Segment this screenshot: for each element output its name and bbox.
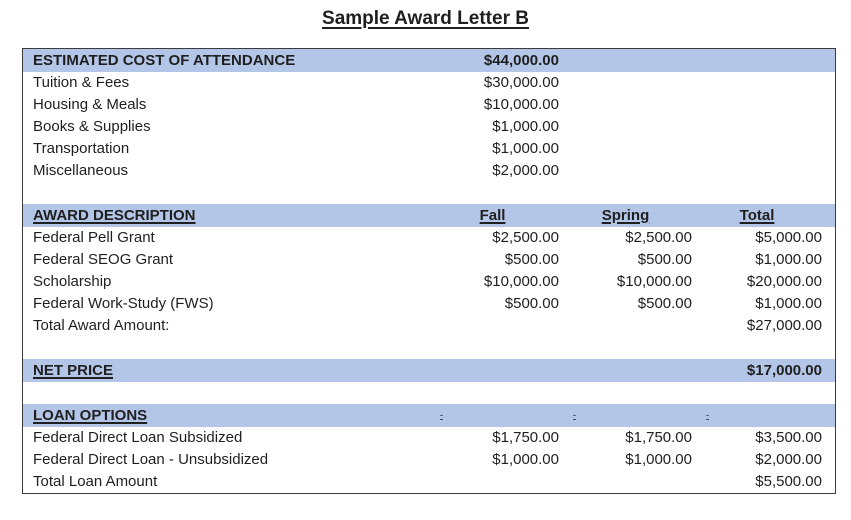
row-label: Federal Pell Grant bbox=[33, 229, 155, 246]
amount-cell: $5,000.00 bbox=[755, 229, 822, 246]
amount-cell: $500.00 bbox=[504, 251, 559, 268]
amount-cell: $500.00 bbox=[637, 295, 692, 312]
section-title: NET PRICE bbox=[33, 362, 114, 379]
row-label: Housing & Meals bbox=[33, 96, 147, 113]
amount-cell: $2,000.00 bbox=[492, 162, 559, 179]
row-label: Miscellaneous bbox=[33, 162, 129, 179]
amount-cell: $500.00 bbox=[637, 251, 692, 268]
table-row bbox=[23, 138, 835, 160]
amount-cell: $1,000.00 bbox=[492, 451, 559, 468]
spacer-row bbox=[23, 382, 835, 404]
column-header: Fall bbox=[479, 207, 506, 224]
spacer-row bbox=[23, 182, 835, 204]
estimated-cost-of-attendance-header-row bbox=[23, 49, 835, 72]
section-title: AWARD DESCRIPTION bbox=[33, 207, 196, 224]
row-label: Transportation bbox=[33, 140, 130, 157]
amount-cell: $1,000.00 bbox=[625, 451, 692, 468]
amount-cell: $2,500.00 bbox=[625, 229, 692, 246]
row-label: Books & Supplies bbox=[33, 118, 151, 135]
amount-cell: $1,000.00 bbox=[755, 295, 822, 312]
table-row bbox=[23, 271, 835, 293]
amount-cell: $2,000.00 bbox=[755, 451, 822, 468]
table-row bbox=[23, 427, 835, 449]
table-row bbox=[23, 116, 835, 138]
amount-cell: $10,000.00 bbox=[483, 96, 559, 113]
table-row bbox=[23, 293, 835, 315]
amount-cell: $1,750.00 bbox=[492, 429, 559, 446]
row-label: Total Award Amount: bbox=[33, 317, 170, 334]
table-row bbox=[23, 471, 835, 493]
column-header: Spring bbox=[601, 207, 650, 224]
amount-cell: $1,000.00 bbox=[492, 118, 559, 135]
row-label: Federal Work-Study (FWS) bbox=[33, 295, 214, 312]
amount-cell: $27,000.00 bbox=[746, 317, 822, 334]
placeholder-mark: - bbox=[573, 410, 576, 420]
placeholder-mark: - bbox=[440, 410, 443, 420]
placeholder-mark: - bbox=[706, 410, 709, 420]
amount-cell: $5,500.00 bbox=[755, 473, 822, 490]
spacer-row bbox=[23, 337, 835, 359]
page-title: Sample Award Letter B bbox=[322, 8, 529, 29]
table-row bbox=[23, 449, 835, 471]
table-row bbox=[23, 315, 835, 337]
section-title: LOAN OPTIONS bbox=[33, 407, 148, 424]
amount-cell: $30,000.00 bbox=[483, 74, 559, 91]
amount-cell: $500.00 bbox=[504, 295, 559, 312]
award-description-header-row bbox=[23, 204, 835, 227]
table-row bbox=[23, 72, 835, 94]
loan-options-header-row bbox=[23, 404, 835, 427]
amount-cell: $20,000.00 bbox=[746, 273, 822, 290]
row-label: Federal Direct Loan - Unsubsidized bbox=[33, 451, 269, 468]
page bbox=[0, 7, 851, 494]
header-amount: $44,000.00 bbox=[483, 52, 559, 69]
table-row bbox=[23, 249, 835, 271]
header-amount: $17,000.00 bbox=[746, 362, 822, 379]
table-row bbox=[23, 160, 835, 182]
table-row bbox=[23, 227, 835, 249]
table-row bbox=[23, 94, 835, 116]
amount-cell: $1,000.00 bbox=[492, 140, 559, 157]
row-label: Total Loan Amount bbox=[33, 473, 158, 490]
column-header: Total bbox=[739, 207, 775, 224]
amount-cell: $3,500.00 bbox=[755, 429, 822, 446]
amount-cell: $1,000.00 bbox=[755, 251, 822, 268]
amount-cell: $10,000.00 bbox=[616, 273, 692, 290]
row-label: Federal Direct Loan Subsidized bbox=[33, 429, 243, 446]
row-label: Scholarship bbox=[33, 273, 112, 290]
net-price-header-row bbox=[23, 359, 835, 382]
section-title: ESTIMATED COST OF ATTENDANCE bbox=[33, 52, 296, 69]
amount-cell: $10,000.00 bbox=[483, 273, 559, 290]
amount-cell: $1,750.00 bbox=[625, 429, 692, 446]
amount-cell: $2,500.00 bbox=[492, 229, 559, 246]
award-table bbox=[22, 48, 836, 494]
row-label: Federal SEOG Grant bbox=[33, 251, 174, 268]
row-label: Tuition & Fees bbox=[33, 74, 130, 91]
